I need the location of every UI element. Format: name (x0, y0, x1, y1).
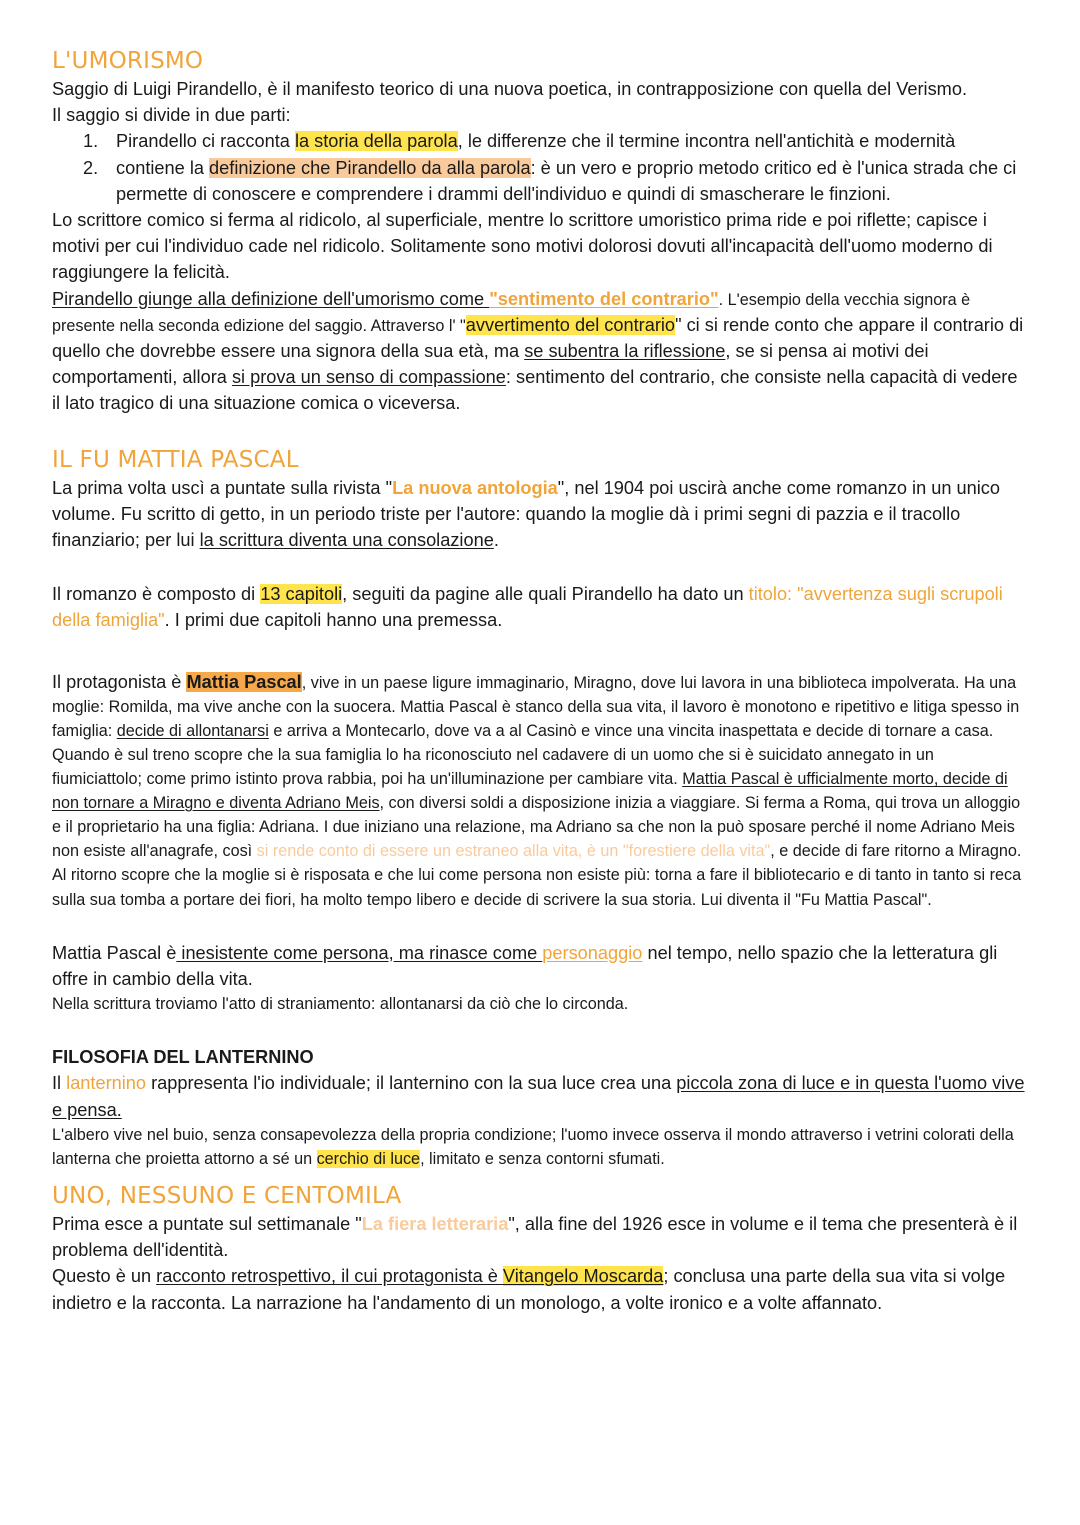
paragraph-publication (52, 475, 1028, 554)
text: : è un vero e proprio metodo critico ed è l'unica strada che ci permette di conoscere e comprendere i drammi dell'individuo e quindi di smascherare le finzioni. (116, 157, 1017, 204)
light-orange-text: si rende conto di essere un estraneo alla vita, è un "forestiere della vita" (256, 842, 771, 861)
underlined-text: la scrittura diventa una consolazione (199, 530, 494, 551)
highlight: la storia della parola (294, 131, 458, 152)
orange-text: "sentimento del contrario" (489, 288, 719, 309)
section-title-mattia-pascal: IL FU MATTIA PASCAL (52, 446, 299, 473)
text: , e decide di fare ritorno a Miragno. Al ritorno scopre che la moglie si è risposata e che lui come persona non esiste più: torna a fare il bibliotecario e di tanto in tanto si reca sulla sua tomba a portare dei fiori, ha molto tempo libero e decide di scrivere la sua storia. Lui diventa il "Fu Mattia Pascal". (52, 842, 1022, 909)
paragraph-chapters (52, 581, 1028, 633)
text: L'albero vive nel buio, senza consapevolezza della propria condizione; l'uomo invece osserva il mondo attraverso i vetrini colorati della lanterna che proietta attorno a sé un (52, 1125, 1014, 1168)
text: , se si pensa ai motivi dei comportamenti, allora (52, 341, 929, 388)
underlined-text: inesistente come persona, ma rinasce come (176, 942, 543, 963)
text: Il (52, 1073, 67, 1094)
underlined-text: si prova un senso di compassione (231, 367, 506, 388)
underlined-text: piccola zona di luce e in questa l'uomo vive e pensa. (52, 1073, 1025, 1120)
highlight: avvertimento del contrario (465, 314, 676, 335)
orange-text: lanternino (66, 1073, 147, 1094)
underlined-text: racconto retrospettivo, il cui protagonista è (156, 1266, 503, 1287)
text: Prima esce a puntate sul settimanale " (52, 1213, 362, 1234)
text: La prima volta uscì a puntate sulla rivista " (52, 477, 393, 498)
light-orange-text: La fiera letteraria (361, 1213, 509, 1234)
highlight: definizione che Pirandello da alla parola (209, 157, 531, 178)
text: . L'esempio della vecchia signora è presente nella seconda edizione del saggio. Attraverso l' " (52, 290, 971, 335)
highlight: Vitangelo Moscarda (502, 1266, 664, 1287)
text: , le differenze che il termine incontra nell'antichità e modernità (457, 131, 956, 152)
underlined-text: decide di allontanarsi (116, 721, 269, 740)
text: , vive in un paese ligure immaginario, Miragno, dove lui lavora in una biblioteca impolverata. Ha una moglie: Romilda, ma vive anche con la suocera. Mattia Pascal è stanco della sua vita, il lavoro è monotono e ripetitivo e litiga spesso in famiglia: (52, 673, 1020, 740)
text: Pirandello ci racconta (116, 131, 295, 152)
text: nel tempo, nello spazio che la letteratura gli offre in cambio della vita. (52, 942, 998, 989)
underlined-text: Pirandello giunge alla definizione dell'umorismo come (52, 288, 490, 309)
paragraph-intro: Saggio di Luigi Pirandello, è il manifesto teorico di una nuova poetica, in contrapposizione con quella del Verismo. (52, 79, 967, 99)
text: . I primi due capitoli hanno una premessa. (164, 610, 503, 631)
paragraph-albero (52, 1123, 1028, 1171)
highlight: 13 capitoli (260, 584, 343, 605)
text: ", nel 1904 poi uscirà anche come romanzo in un unico volume. Fu scritto di getto, in un periodo triste per l'autore: quando la moglie dà i primi segni di pazzia e il tracollo finanziario; per lui (52, 477, 1001, 551)
highlight: cerchio di luce (316, 1149, 421, 1168)
subsection-title-lanternino: FILOSOFIA DEL LANTERNINO (52, 1047, 314, 1068)
section-title-uno-nessuno: UNO, NESSUNO E CENTOMILA (52, 1182, 402, 1209)
text: : sentimento del contrario, che consiste nella capacità di vedere il lato tragico di una situazione comica o viceversa. (52, 367, 1018, 414)
text: Il romanzo è composto di (52, 584, 261, 605)
orange-text: La nuova antologia (392, 477, 558, 498)
paragraph-estrangement: Nella scrittura troviamo l'atto di straniamento: allontanarsi da ciò che lo circonda. (52, 995, 629, 1013)
list-number: 2. (83, 157, 99, 178)
list-item (52, 155, 1028, 207)
paragraph-character (52, 940, 1028, 992)
text: ", alla fine del 1926 esce in volume e il tema che presenterà è il problema dell'identità. (52, 1213, 1018, 1261)
text: ; conclusa una parte della sua vita si volge indietro e la racconta. La narrazione ha l'andamento di un monologo, a volte ironico e a volte affannato. (52, 1266, 1006, 1313)
paragraph-definition (52, 286, 1028, 417)
text: , seguiti da pagine alle quali Pirandello ha dato un (342, 584, 749, 605)
text: , limitato e senza contorni sfumati. (420, 1149, 665, 1168)
text: rappresenta l'io individuale; il lanternino con la sua luce crea una (146, 1073, 677, 1094)
list-number: 1. (83, 131, 99, 152)
parts-list (52, 128, 1028, 207)
underlined-text: se subentra la riflessione (524, 341, 726, 362)
text: , con diversi soldi a disposizione inizia a viaggiare. Si ferma a Roma, qui trova un alloggio e il proprietario ha una figlia: Adriana. I due iniziano una relazione, ma Adriano sa che non la può sposare perché il nome Adriano Meis non esiste all'anagrafe, così (52, 794, 1021, 861)
paragraph-comic: Lo scrittore comico si ferma al ridicolo, al superficiale, mentre lo scrittore umoristico prima ride e poi riflette; capisce i motivi per cui l'individuo cade nel ridicolo. Solitamente sono motivi dolorosi dovuti all'incapacità dell'uomo moderno di raggiungere la felicità. (52, 210, 993, 283)
paragraph-retrospective (52, 1263, 1028, 1315)
text: Il protagonista è (52, 671, 187, 692)
paragraph-lanternino (52, 1070, 1028, 1122)
text: . (493, 530, 499, 551)
paragraph-plot (52, 670, 1028, 912)
orange-text: titolo: "avvertenza sugli scrupoli della famiglia" (52, 584, 1003, 631)
text: Mattia Pascal è (52, 942, 177, 963)
paragraph-fiera (52, 1211, 1028, 1263)
list-item (52, 128, 1028, 154)
paragraph-division: Il saggio si divide in due parti: (52, 105, 291, 126)
highlight: Mattia Pascal (186, 671, 302, 692)
text: Questo è un (52, 1266, 157, 1287)
orange-text: personaggio (542, 942, 643, 963)
text: e arriva a Montecarlo, dove va a al Casinò e vince una vincita inaspettata e decide di tornare a casa. Quando è sul treno scopre che la sua famiglia lo ha riconosciuto nel cadavere di un uomo che si è suicidato annegato in un fiumiciattolo; come primo istinto prova rabbia, poi ha un'illuminazione per cambiare vita. (52, 721, 994, 789)
text: " ci si rende conto che appare il contrario di quello che dovrebbe essere una signora della sua età, ma (52, 314, 1024, 362)
section-title-umorismo: L'UMORISMO (52, 48, 204, 74)
underlined-text: Mattia Pascal è ufficialmente morto, decide di non tornare a Miragno e diventa Adriano Meis (52, 770, 1008, 813)
text: contiene la (116, 157, 210, 178)
